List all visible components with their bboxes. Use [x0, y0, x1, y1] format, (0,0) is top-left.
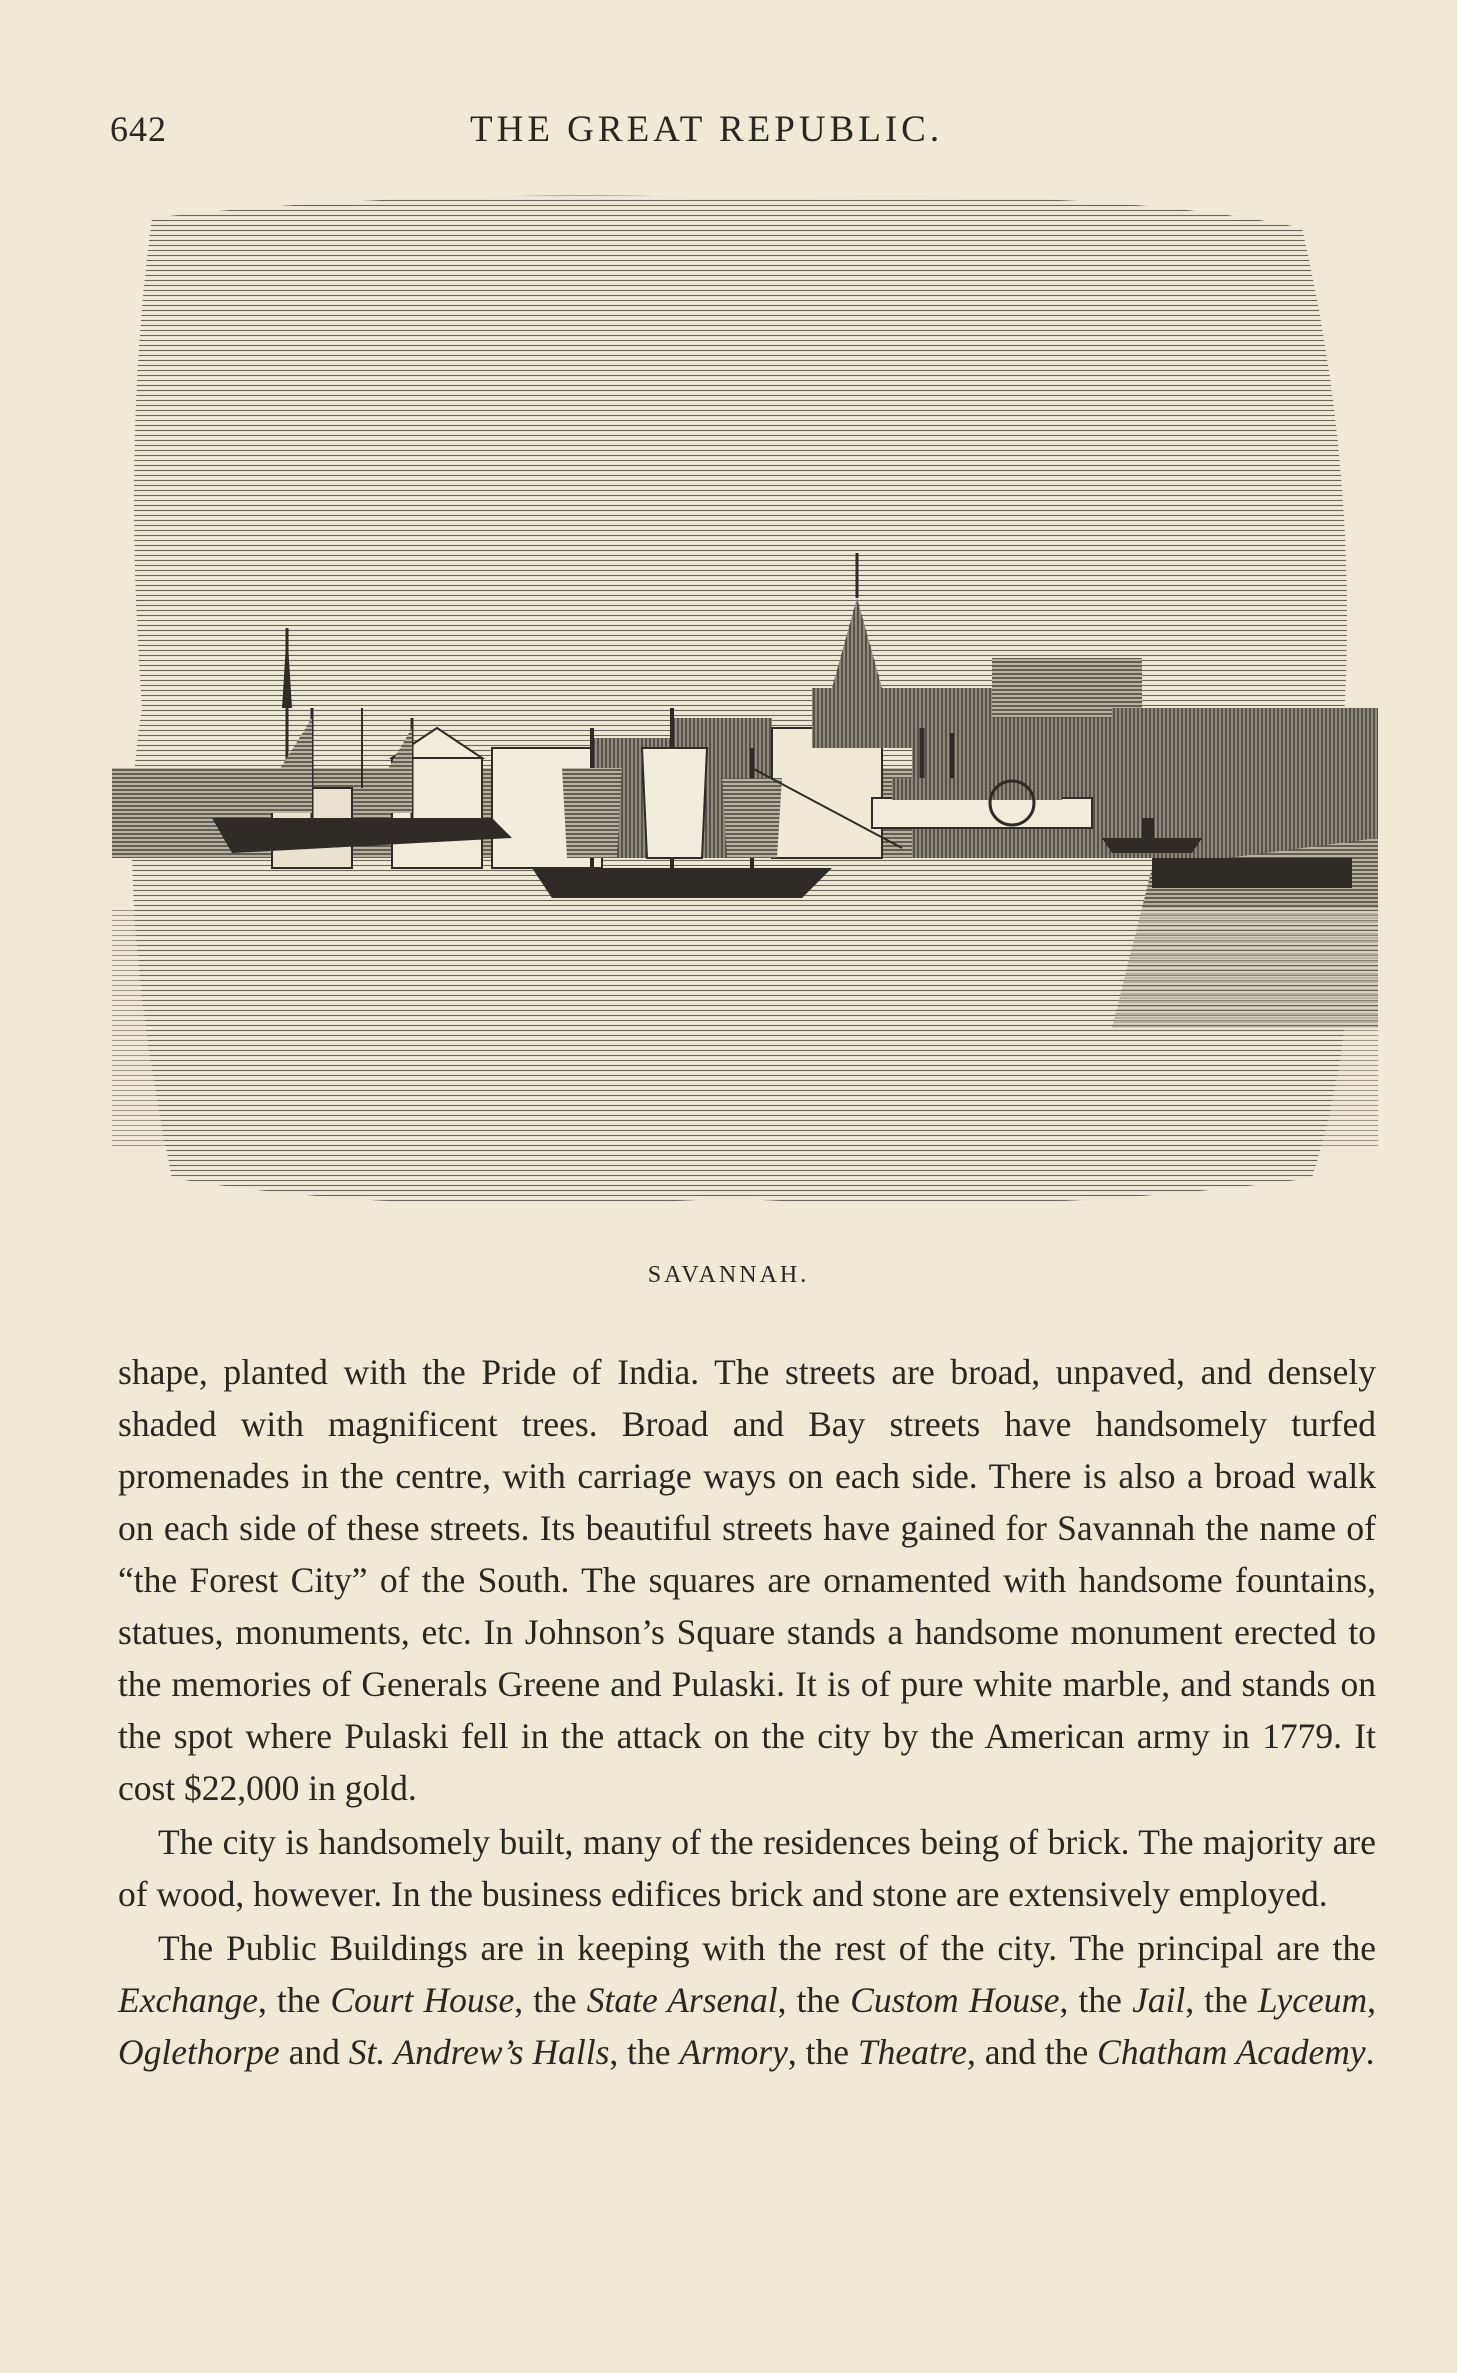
page-number: 642 [110, 109, 167, 149]
p3-st-andrews: St. Andrew’s Halls [348, 2032, 610, 2072]
paragraph-1: shape, planted with the Pride of India. The streets are broad, unpaved, and densely shaded with magnificent trees. Broad and Bay streets have handsomely turfed promenades in the centre, with carriage ways on each side. There is also a broad walk on each side of these streets. Its beautiful streets have gained for Savannah the name of “the Forest City” of the South. The squares are ornamented with handsome fountains, statues, monuments, etc. In Johnson’s Square stands a handsome monument erected to the memories of Generals Greene and Pulaski. It is of pure white marble, and stands on the spot where Pulaski fell in the attack on the city by the American army in 1779. It cost $22,000 in gold. [118, 1352, 1376, 1808]
p3-end: . [1365, 2032, 1375, 2072]
p3-sep: and [279, 2032, 349, 2072]
running-title: THE GREAT REPUBLIC. [470, 109, 944, 150]
engraving-harbor-icon [112, 188, 1378, 1218]
p3-jail: Jail [1132, 1980, 1186, 2020]
p3-sep: , the [1185, 1980, 1258, 2020]
p3-armory: Armory [679, 2032, 788, 2072]
p3-sep: , the [514, 1980, 587, 2020]
p3-sep: , the [609, 2032, 680, 2072]
p3-court-house: Court House [330, 1980, 515, 2020]
p3-chatham: Chatham Academy [1097, 2032, 1366, 2072]
engraving-savannah [112, 188, 1378, 1218]
p3-exchange: Exchange [118, 1980, 258, 2020]
paragraph-3 [118, 1922, 1376, 2078]
p3-custom-house: Custom House [850, 1980, 1060, 2020]
p3-intro: The Public Buildings are in keeping with the rest of the city. The principal are the [158, 1928, 1376, 1968]
p3-sep: , the [257, 1980, 331, 2020]
p3-oglethorpe: Oglethorpe [118, 2032, 280, 2072]
p3-state-arsenal: State Arsenal [586, 1980, 778, 2020]
p3-sep: , the [777, 1980, 851, 2020]
paragraph-2: The city is handsomely built, many of the residences being of brick. The majority are of wood, however. In the business edifices brick and stone are extensively employed. [118, 1822, 1376, 1914]
p3-sep: , the [787, 2032, 858, 2072]
p3-sep: , the [1059, 1980, 1133, 2020]
p3-theatre: Theatre [857, 2032, 968, 2072]
page-header [110, 108, 1370, 158]
p3-lyceum: Lyceum [1257, 1980, 1368, 2020]
p3-sep: , [1367, 1980, 1377, 2020]
p3-sep: , and the [967, 2032, 1098, 2072]
figure-caption: SAVANNAH. [647, 1262, 810, 1288]
body-text [118, 1346, 1376, 2078]
